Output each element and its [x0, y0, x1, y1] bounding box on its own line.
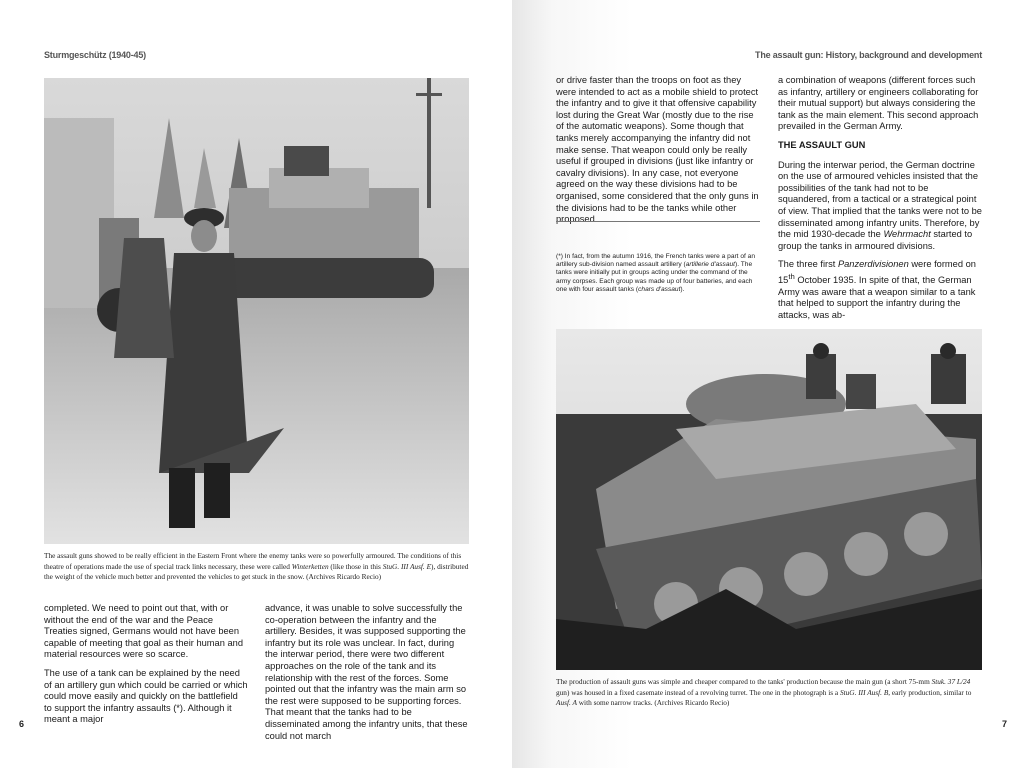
running-head-right: The assault gun: History, background and development — [755, 50, 982, 60]
paragraph: The three first Panzerdivisionen were formed on 15th October 1935. In spite of that, the German Army was aware that a weapon similar to a tank that helped to support the infantry during the attacks, was ab- — [778, 259, 976, 320]
left-column-1 — [44, 603, 248, 733]
right-page — [512, 0, 1024, 768]
page-number-left: 6 — [19, 719, 25, 729]
paragraph: or drive faster than the troops on foot as they were intended to act as a mobile shield to protect the infantry and to give it that offensive capability lost during the Great War (mostly due to the rise of the automatic weapons). Some though that tanks merely accompanying the infantry did not make sense. That weapon could only be really useful if grouped in divisions (just like infantry or cavalry divisions). In any case, not everyone agreed on the way these divisions had to be organised, some considered that the only guns in the divisions had to be the tanks while other proposed — [556, 75, 759, 225]
left-column-2 — [265, 603, 469, 749]
paragraph: During the interwar period, the German doctrine on the use of armoured vehicles insisted that the possibilities of the tank had not to be squandered, from a tactical or a strategical point of view. That implied that the tanks were not to be disseminated among infantry units. Therefore, by the mid 1930-decade the Wehrmacht started to group the tanks in armoured divisions. — [778, 159, 982, 251]
section-heading: THE ASSAULT GUN — [778, 139, 866, 150]
footnote: (*) In fact, from the autumn 1916, the French tanks were a part of an artillery sub-division named assault artillery (artillerie d'assaut). The tanks were initially put in groups acting under the command of the army corpses. Each group was made up of four batteries, and each one with four assault tanks (chars d'assaut). — [556, 253, 756, 293]
page-number-right: 7 — [1002, 719, 1008, 729]
winter-stug-photo — [44, 78, 469, 544]
right-column-1 — [556, 75, 760, 233]
paragraph: completed. We need to point out that, with or without the end of the war and the Peace Treaties signed, Germans would not have been capable of meeting that goal as their human and material resources were so scarce. — [44, 603, 243, 660]
running-head-left: Sturmgeschütz (1940-45) — [44, 50, 146, 60]
paragraph: The use of a tank can be explained by the need of an artillery gun which could be carried or which could move easily and quickly on the battlefield to support the infantry assaults (*). Although it meant a major — [44, 667, 248, 725]
paragraph: a combination of weapons (different forces such as infantry, artillery or engineers collaborating for their mutual support) but always considering the tank as the main element. This second approach prevailed in the German Army. — [778, 75, 979, 132]
right-photo-caption: The production of assault guns was simple and cheaper compared to the tanks' production because the main gun (a short 75-mm Stuk. 37 L/24 gun) was housed in a fixed casemate instead of a revolving turret. The one in the photograph is a StuG. III Ausf. B, early production, similar to Ausf. A with some narrow tracks. (Archives Ricardo Recio) — [556, 677, 972, 707]
stug-crew-photo — [556, 329, 982, 670]
right-column-2 — [778, 75, 982, 328]
footnote-rule — [556, 221, 760, 222]
paragraph: advance, it was unable to solve successfully the co-operation between the infantry and the artillery. Besides, it was supposed supporting the infantry but its role was unclear. In fact, during the interwar period, there were two different approaches on the role of the tank and its relationship with the rest of the forces. Some pointed out that the infantry was the main arm so the rest were supposed to be supporting forces. That meant that the tanks had to be disseminated among the infantry units, that these could not march — [265, 603, 468, 741]
left-photo-caption: The assault guns showed to be really efficient in the Eastern Front where the enemy tanks were so powerfully armoured. The conditions of this theatre of operations made the use of special track links necessary, these were called Winterketten (like those in this StuG. III Ausf. E), distributed the weight of the vehicle much better and prevented the vehicles to get stuck in the snow. (Archives Ricardo Recio) — [44, 551, 469, 581]
